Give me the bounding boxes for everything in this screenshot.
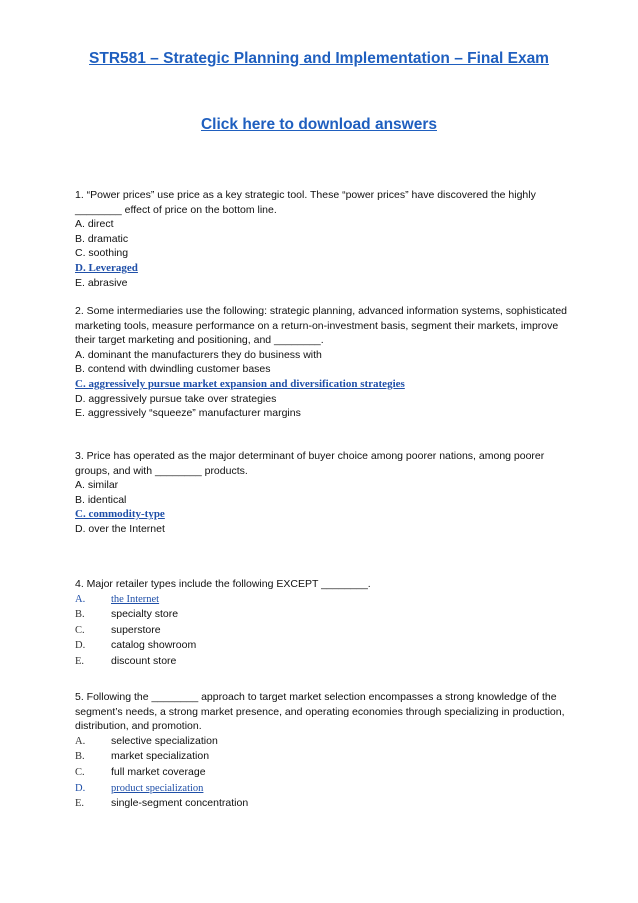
question-stem-line: their target marketing and positioning, and ________. — [75, 334, 324, 347]
option-d — [75, 638, 595, 654]
question-stem-line: groups, and with ________ products. — [75, 464, 248, 477]
option-c — [75, 765, 595, 781]
option-text: the Internet — [111, 593, 160, 605]
exam-title[interactable]: STR581 – Strategic Planning and Implementation – Final Exam — [89, 50, 549, 67]
option-c — [75, 623, 595, 639]
option-d-answer[interactable] — [75, 781, 595, 797]
option-b: B. identical — [75, 493, 127, 506]
option-letter: E. — [75, 798, 85, 810]
option-a: A. similar — [75, 479, 119, 492]
option-letter: A. — [75, 593, 86, 605]
question-stem-line: 2. Some intermediaries use the following: strategic planning, advanced information systems, sophisticated — [75, 305, 568, 317]
option-d: D. over the Internet — [75, 522, 165, 535]
question-3 — [75, 449, 595, 537]
option-text: full market coverage — [111, 765, 206, 778]
option-text: market specialization — [111, 750, 210, 763]
question-4 — [75, 577, 595, 670]
question-stem-line: 5. Following the ________ approach to target market selection encompasses a strong knowledge of the — [75, 691, 557, 703]
question-stem-line: distribution, and promotion. — [75, 720, 202, 733]
option-text: single-segment concentration — [111, 797, 249, 810]
option-e: E. abrasive — [75, 276, 128, 289]
question-stem-line: segment’s needs, a strong market presence, and operating economies through specializing in production, — [75, 705, 565, 718]
option-a: A. direct — [75, 218, 114, 231]
option-letter: C. — [75, 766, 85, 778]
option-text: catalog showroom — [111, 639, 197, 652]
option-a-answer[interactable] — [75, 592, 595, 608]
option-a — [75, 734, 595, 750]
option-a: A. dominant the manufacturers they do business with — [75, 348, 322, 361]
option-b — [75, 607, 595, 623]
option-b: B. contend with dwindling customer bases — [75, 363, 271, 376]
option-e — [75, 796, 595, 812]
option-c-answer[interactable]: C. commodity-type — [75, 508, 165, 521]
option-letter: B. — [75, 609, 85, 621]
option-letter: E. — [75, 655, 85, 667]
option-text: superstore — [111, 623, 161, 636]
option-text: discount store — [111, 654, 177, 667]
option-letter: A. — [75, 735, 86, 747]
option-e — [75, 654, 595, 670]
option-text: specialty store — [111, 608, 179, 621]
option-letter: B. — [75, 751, 85, 763]
option-c-answer[interactable]: C. aggressively pursue market expansion and diversification strategies — [75, 377, 405, 390]
option-letter: C. — [75, 624, 85, 636]
option-e: E. aggressively “squeeze” manufacturer margins — [75, 407, 301, 420]
question-5 — [75, 690, 595, 812]
option-d-answer[interactable]: D. Leveraged — [75, 261, 138, 274]
option-text: selective specialization — [111, 734, 218, 747]
option-letter: D. — [75, 640, 86, 652]
question-stem-line: 4. Major retailer types include the following EXCEPT ________. — [75, 578, 371, 590]
question-stem-line: ________ effect of price on the bottom line. — [75, 203, 277, 216]
download-answers-link[interactable]: Click here to download answers — [200, 116, 437, 133]
question-stem-line: marketing tools, measure performance on a return-on-investment basis, segment their markets, improve — [75, 319, 559, 332]
option-text: product specialization — [111, 782, 204, 794]
option-b — [75, 749, 595, 765]
question-stem-line: 1. “Power prices” use price as a key strategic tool. These “power prices” have discovered the highly — [75, 189, 536, 201]
option-c: C. soothing — [75, 247, 129, 260]
question-stem-line: 3. Price has operated as the major determinant of buyer choice among poorer nations, among poorer — [75, 450, 545, 462]
option-letter: D. — [75, 782, 86, 794]
option-b: B. dramatic — [75, 232, 129, 245]
question-2 — [75, 304, 595, 421]
option-d: D. aggressively pursue take over strategies — [75, 392, 277, 405]
question-1 — [75, 188, 595, 290]
